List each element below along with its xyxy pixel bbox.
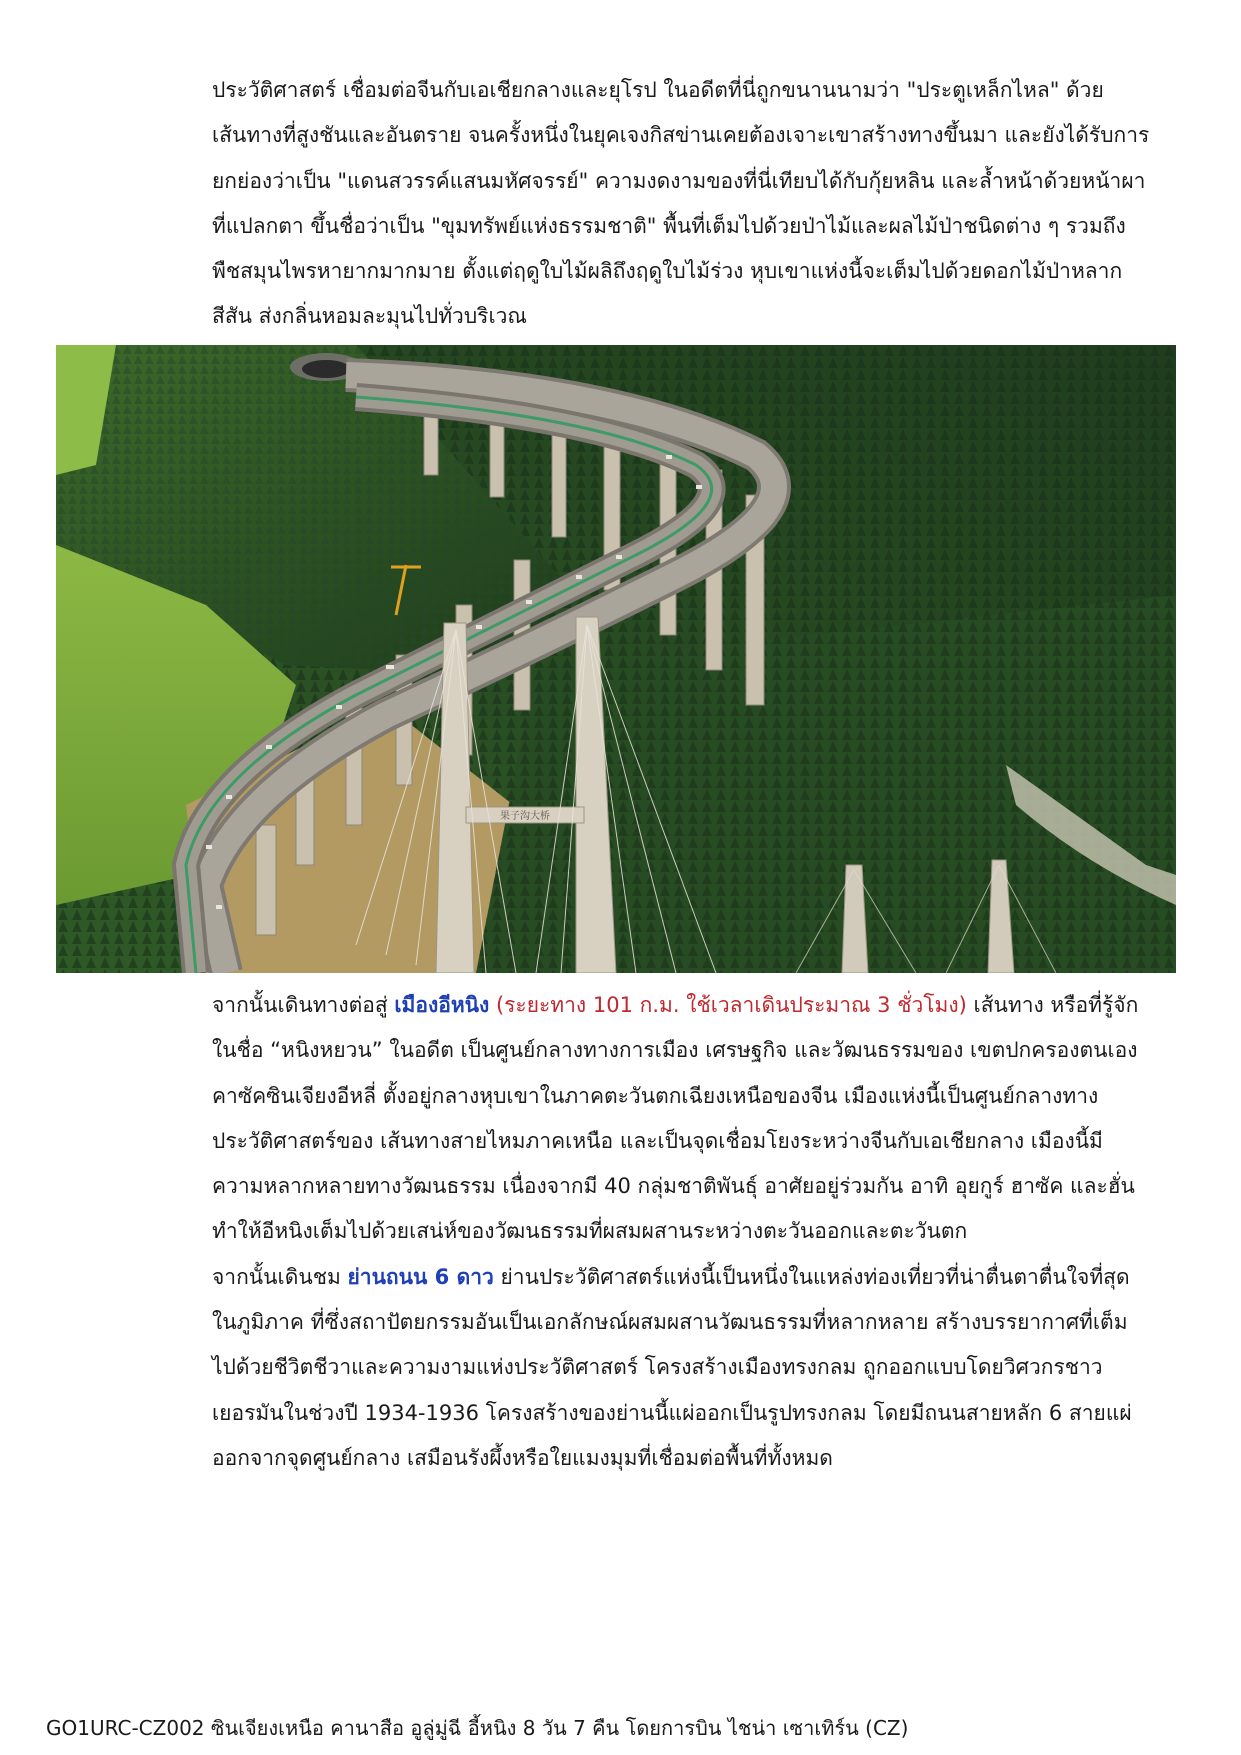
text-segment: ย่านประวัติศาสตร์แห่งนี้เป็นหนึ่งในแหล่งท่องเที่ยวที่น่าตื่นตาตื่นใจที่สุด <box>493 1264 1130 1289</box>
text-line: คาซัคซินเจียงอีหลี่ ตั้งอยู่กลางหุบเขาในภาคตะวันตกเฉียงเหนือของจีน เมืองแห่งนี้เป็นศูนย์กลางทาง <box>212 1083 1099 1108</box>
text-line: ความหลากหลายทางวัฒนธรรม เนื่องจากมี 40 กลุ่มชาติพันธุ์ อาศัยอยู่ร่วมกัน อาทิ อุยกูร์ ฮาซัค และฮั่น <box>212 1174 1135 1199</box>
text-line: ยกย่องว่าเป็น "แดนสวรรค์แสนมหัศจรรย์" ความงดงามของที่นี่เทียบได้กับกุ้ยหลิน และล้ำหน้าด้วยหน้าผา <box>212 168 1146 193</box>
bridge-sign: 果子沟大桥 <box>500 811 550 822</box>
text-line: เยอรมันในช่วงปี 1934-1936 โครงสร้างของย่านนี้แผ่ออกเป็นรูปทรงกลม โดยมีถนนสายหลัก 6 สายแผ่ <box>212 1400 1132 1425</box>
text-segment: จากนั้นเดินชม <box>212 1264 348 1289</box>
text-line: ไปด้วยชีวิตชีวาและความงามแห่งประวัติศาสตร์ โครงสร้างเมืองทรงกลม ถูกออกแบบโดยวิศวกรชาว <box>212 1355 1103 1380</box>
text-line <box>212 1255 1172 1300</box>
text-line: ที่แปลกตา ขึ้นชื่อว่าเป็น "ขุมทรัพย์แห่งธรรมชาติ" พื้นที่เต็มไปด้วยป่าไม้และผลไม้ป่าชนิดต่าง ๆ รวมถึง <box>212 213 1126 238</box>
text-line: พืชสมุนไพรหายากมากมาย ตั้งแต่ฤดูใบไม้ผลิถึงฤดูใบไม้ร่วง หุบเขาแห่งนี้จะเต็มไปด้วยดอกไม้ป่าหลาก <box>212 259 1123 284</box>
place-highlight: ย่านถนน 6 ดาว <box>347 1264 494 1289</box>
text-segment: เส้นทาง หรือที่รู้จัก <box>966 993 1139 1017</box>
page-footer: GO1URC-CZ002 ซินเจียงเหนือ คานาสือ อูลู่มู่ฉี อี้หนิง 8 วัน 7 คืน โดยการบิน ไชน่า เซาเทิร์น (CZ) <box>46 1716 909 1740</box>
text-segment: จากนั้นเดินทางต่อสู่ <box>212 993 395 1017</box>
text-line: ทำให้อีหนิงเต็มไปด้วยเสน่ห์ของวัฒนธรรมที่ผสมผสานระหว่างตะวันออกและตะวันตก <box>212 1219 968 1244</box>
text-line: เส้นทางที่สูงชันและอันตราย จนครั้งหนึ่งในยุคเจงกิสข่านเคยต้องเจาะเขาสร้างทางขึ้นมา และยังได้รับการ <box>212 123 1150 148</box>
distance-note: (ระยะทาง 101 ก.ม. ใช้เวลาเดินประมาณ 3 ชั่วโมง) <box>489 993 967 1017</box>
paragraph-yining <box>212 983 1172 1481</box>
guozigou-bridge-photo <box>56 345 1176 973</box>
text-line: ออกจากจุดศูนย์กลาง เสมือนรังผึ้งหรือใยแมงมุมที่เชื่อมต่อพื้นที่ทั้งหมด <box>212 1445 833 1470</box>
text-line: ในภูมิภาค ที่ซึ่งสถาปัตยกรรมอันเป็นเอกลักษณ์ผสมผสานวัฒนธรรมที่หลากหลาย สร้างบรรยากาศที่เต็ม <box>212 1310 1128 1335</box>
place-highlight: เมืองอีหนิง <box>394 993 490 1017</box>
paragraph-history <box>212 68 1172 340</box>
text-line: ประวัติศาสตร์ เชื่อมต่อจีนกับเอเชียกลางและยุโรป ในอดีตที่นี่ถูกขนานนามว่า "ประตูเหล็กไหล" ด้วย <box>212 78 1104 102</box>
text-line <box>212 983 1172 1028</box>
text-line: ในชื่อ “หนิงหยวน” ในอดีต เป็นศูนย์กลางทางการเมือง เศรษฐกิจ และวัฒนธรรมของ เขตปกครองตนเอง <box>212 1038 1138 1063</box>
text-line: ประวัติศาสตร์ของ เส้นทางสายไหมภาคเหนือ และเป็นจุดเชื่อมโยงระหว่างจีนกับเอเชียกลาง เมืองนี้มี <box>212 1128 1103 1153</box>
text-line: สีสัน ส่งกลิ่นหอมละมุนไปทั่วบริเวณ <box>212 304 527 329</box>
